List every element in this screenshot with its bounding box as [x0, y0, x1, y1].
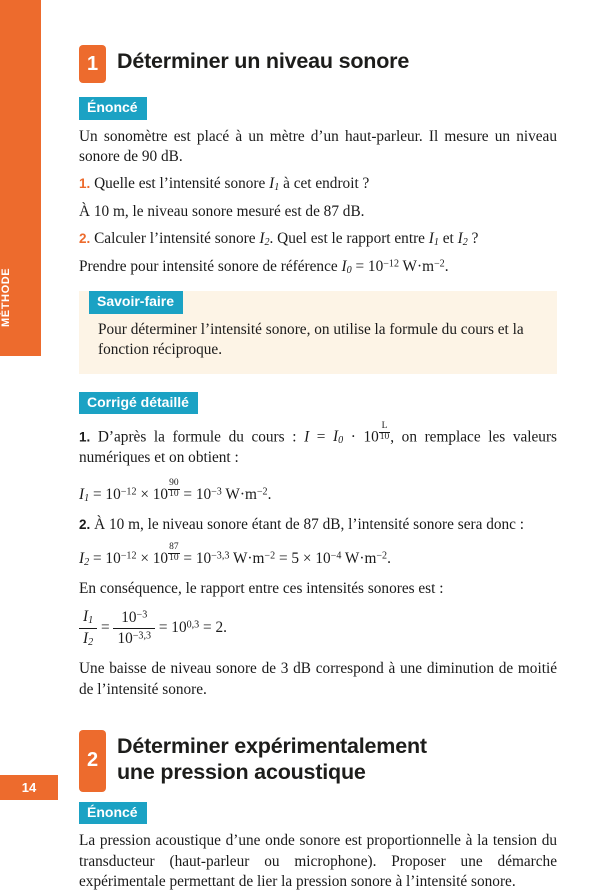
- formula-eq: =: [309, 428, 334, 446]
- section-1-question-1: [79, 174, 557, 195]
- section-2-heading: [79, 730, 557, 792]
- conclusion-line: Une baisse de niveau sonore de 3 dB correspond à une diminution de moitié de l’intensité sonore.: [79, 660, 557, 698]
- section-1-question-2: [79, 229, 557, 250]
- ratio-fraction-I: $\frac{I_1}{I_2}$: [79, 608, 97, 649]
- answer-1: [79, 422, 557, 468]
- answer-2-number: 2.: [79, 516, 91, 532]
- var-I1-q1: $I_1$: [269, 175, 280, 194]
- question-2-text-c: et: [438, 230, 458, 248]
- enonce-badge-1: Énoncé: [79, 97, 147, 120]
- question-2-number: 2.: [79, 231, 91, 247]
- ratio-equation: [79, 608, 557, 649]
- var-I1-q2: $I_1$: [428, 230, 439, 249]
- ratio-eq-sign: =: [100, 619, 114, 637]
- answer-1-pre: D’après la formule du cours :: [97, 428, 305, 446]
- result2-eq-a: = $10^{-12} \times 10$: [89, 549, 169, 567]
- section-1-mid-line: À 10 m, le niveau sonore mesuré est de 87 dB.: [79, 202, 365, 220]
- var-I2b-q2: $I_2$: [457, 230, 468, 249]
- result-eq-a: = $10^{-12} \times 10$: [89, 485, 169, 503]
- result-eq-b: = $10^{-3}$ $W\cdot m^{-2}$.: [179, 485, 272, 503]
- answer-1-result: [79, 479, 557, 508]
- reference-text-pre: Prendre pour intensité sonore de référence: [79, 257, 342, 275]
- formula-I: I: [304, 428, 310, 446]
- var-I2-q2: $I_2$: [259, 230, 270, 249]
- savoir-faire-text: Pour déterminer l’intensité sonore, on utilise la formule du cours et la fonction réciproque.: [98, 320, 524, 359]
- side-tab-label: MÉTHODE: [0, 267, 12, 327]
- var-I0: $I_0$: [341, 257, 352, 277]
- savoir-faire-box: [79, 291, 557, 373]
- question-1-number: 1.: [79, 176, 91, 192]
- enonce-badge-2: Énoncé: [79, 802, 147, 825]
- formula-exponent-fraction: $\frac{L}{10}$: [379, 421, 390, 442]
- answer-2: [79, 515, 557, 535]
- section-1-number-badge: 1: [79, 45, 106, 83]
- corrige-badge: Corrigé détaillé: [79, 392, 198, 415]
- question-1-text-pre: Quelle est l’intensité sonore: [94, 175, 270, 193]
- answer-1-number: 1.: [79, 429, 91, 445]
- section-2-intro: La pression acoustique d’une onde sonore est proportionnelle à la tension du transducteur (haut-parleur ou microphone). Proposer une démarche expérimentale permettant de lier la pression sonore à l’intensité sonore.: [79, 832, 557, 891]
- page-number: 14: [0, 775, 58, 800]
- question-2-text-a: Calculer l’intensité sonore: [94, 230, 260, 248]
- formula-I0: $I_0$: [333, 428, 344, 447]
- consequence-line: En conséquence, le rapport entre ces intensités sonores est :: [79, 579, 444, 597]
- savoir-faire-badge: Savoir-faire: [89, 291, 183, 314]
- section-2-number-badge: 2: [79, 730, 106, 792]
- result-exponent-fraction: $\frac{90}{10}$: [169, 478, 179, 499]
- page-content: [79, 0, 557, 892]
- section-2-title-line-1: Déterminer expérimentalement: [117, 733, 427, 758]
- section-1-intro: Un sonomètre est placé à un mètre d’un haut-parleur. Il mesure un niveau sonore de 90 dB.: [79, 127, 557, 165]
- result2-exponent-fraction: $\frac{87}{10}$: [169, 542, 179, 563]
- answer-2-result: [79, 543, 557, 572]
- question-1-text-post: à cet endroit ?: [279, 175, 370, 193]
- section-1-title: Déterminer un niveau sonore: [117, 49, 410, 73]
- section-1-heading: [79, 45, 557, 83]
- question-2-text-d: ?: [467, 230, 479, 248]
- ratio-fraction-powers: $\frac{10^{-3}}{10^{-3,3}}$: [113, 609, 155, 648]
- method-side-tab: [0, 0, 41, 356]
- formula-mult: · 10: [343, 428, 379, 446]
- section-1-reference-line: [79, 257, 557, 278]
- section-2-title: [117, 730, 427, 785]
- ratio-result: = $10^{0,3} = 2$.: [158, 619, 227, 637]
- reference-text-post: = $10^{-12}$ $W\cdot m^{-2}$.: [351, 257, 449, 275]
- var-I2-result: $I_2$: [79, 549, 90, 568]
- answer-1-post: , on remplace les valeurs numériques et on obtient :: [79, 428, 557, 467]
- section-2-title-line-2: une pression acoustique: [117, 760, 366, 785]
- answer-2-text: À 10 m, le niveau sonore étant de 87 dB, l’intensité sonore sera donc :: [94, 515, 524, 533]
- var-I1-result: $I_1$: [79, 485, 90, 504]
- result2-eq-b: = $10^{-3,3}$ $W\cdot m^{-2} = 5 \times 10^{-4}$ $W\cdot m^{-2}$.: [179, 549, 391, 567]
- question-2-text-b: . Quel est le rapport entre: [269, 230, 429, 248]
